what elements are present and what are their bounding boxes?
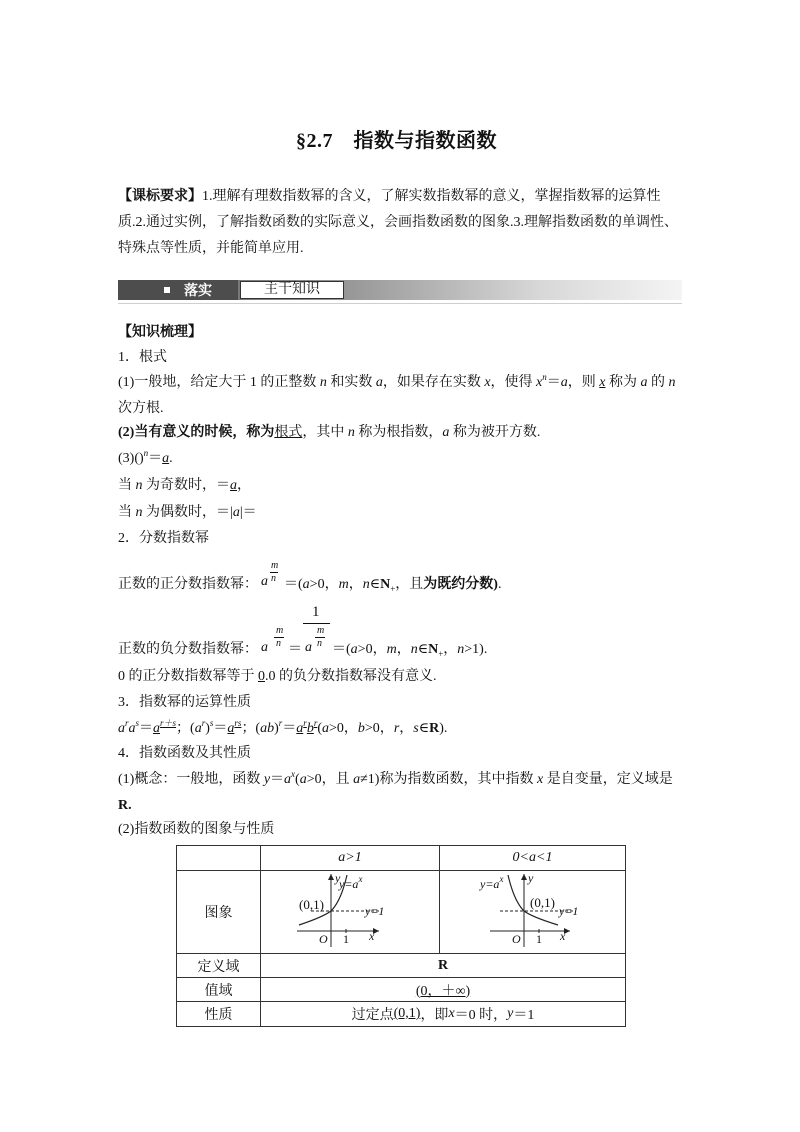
banner-label: 落实 xyxy=(184,282,212,298)
neg-frac-denom-base: a xyxy=(305,640,312,655)
neg-frac-main-bar xyxy=(303,623,330,624)
section-4-para-1: (1)概念：一般地，函数 $y=a^x(a>0$，且 a≠1)称为指数函数，其中指数 x 是自变量，定义域是 xyxy=(118,769,673,787)
requirement-line-2: 质.2.通过实例，了解指数函数的实际意义，会画指数函数的图象.3.理解指数函数的单调性、 xyxy=(118,215,678,230)
graph-left-x-axis-label: x xyxy=(369,929,375,943)
requirement-line-1 xyxy=(118,189,661,205)
section-1-para-3: (3)()$^n$＝a. xyxy=(118,448,173,466)
table-head-a-gt-1: a>1 xyxy=(260,845,440,871)
knowledge-header: 【知识梳理】 xyxy=(118,325,202,340)
section-2-para-2: 正数的负分数指数幂： xyxy=(118,642,258,657)
table-row-label-range: 值域 xyxy=(176,977,261,1002)
section-2-heading: 2．分数指数幂 xyxy=(118,531,209,546)
section-4-para-2: (2)指数函数的图象与性质 xyxy=(118,822,275,837)
section-4-heading: 4．指数函数及其性质 xyxy=(118,746,251,761)
graph-right-origin: O xyxy=(512,932,521,946)
neg-frac-denom-n: n xyxy=(317,638,322,649)
table-cell-graph-right xyxy=(439,870,626,954)
neg-frac-base: a xyxy=(261,640,268,655)
requirement-line-3: 特殊点等性质，并能简单应用. xyxy=(118,241,304,256)
section-1-para-1-cont: 次方根. xyxy=(118,401,164,416)
section-1-para-2: (2)当有意义的时候，称为根式，其中 n 称为根指数，a 称为被开方数. xyxy=(118,425,541,440)
section-2-para-2-rest: ＝(a>0，m，$n\in N_+$，n>1). xyxy=(332,642,488,659)
graph-left-y-axis-label: y xyxy=(335,871,341,885)
graph-right-x-axis-label: x xyxy=(560,929,566,943)
graph-left-origin: O xyxy=(319,932,328,946)
neg-frac-denom-m: m xyxy=(317,625,325,636)
graph-right-y-axis-label: y xyxy=(528,871,534,885)
table-row-label-domain: 定义域 xyxy=(176,953,261,978)
graph-right-curve-label: $y=a^x$ xyxy=(480,874,504,891)
table-cell-graph-left xyxy=(260,870,440,954)
section-4-para-1-cont: R. xyxy=(118,798,132,813)
graph-left-tick-1: 1 xyxy=(343,932,349,946)
section-2-para-1: 正数的正分数指数幂： xyxy=(118,577,258,592)
section-2-para-1-rest: ＝(a>0，m，$n\in N_+$，且为既约分数). xyxy=(284,577,502,594)
section-3-heading: 3．指数幂的运算性质 xyxy=(118,695,251,710)
section-1-para-4: 当 n 为奇数时，＝a， xyxy=(118,478,251,493)
requirement-label: 【课标要求】 xyxy=(118,189,202,204)
graph-right-tick-1: 1 xyxy=(536,932,542,946)
table-domain-value: R xyxy=(260,953,626,978)
section-1-para-1: (1)一般地，给定大于 1 的正整数 n 和实数 a，如果存在实数 x，使得 $x^n=a$，则 x 称为 a 的 n xyxy=(118,372,676,390)
frac-exp-m: m xyxy=(271,560,279,571)
table-property-value: 过定点 (0,1) ，即 x ＝0 时， y ＝1 xyxy=(260,1001,626,1027)
requirement-text-1: 1.理解有理数指数幂的含义，了解实数指数幂的意义，掌握指数幂的运算性 xyxy=(202,189,661,204)
graph-right-hline-label: y=1 xyxy=(559,904,579,918)
graph-left-point: (0,1) xyxy=(299,897,324,912)
section-1-heading: 1．根式 xyxy=(118,350,167,365)
square-bullet-icon xyxy=(164,287,170,293)
table-range-value: (0，＋∞) xyxy=(260,977,626,1002)
table-head-a-lt-1: 0<a<1 xyxy=(439,845,626,871)
section-banner xyxy=(118,280,682,300)
section-3-para-1: $a^ra^s=a^{r+s}$；$(a^r)^s=a^{rs}$；$(ab)^r=a^rb^r(a>0$，b>0，r，s∈R). xyxy=(118,718,448,736)
table-row-label-property: 性质 xyxy=(176,1001,261,1027)
graph-left-hline-label: y=1 xyxy=(365,904,385,918)
frac-exp-n: n xyxy=(271,573,276,584)
frac-exp-base: a xyxy=(261,574,268,589)
exp-function-table xyxy=(176,845,626,1027)
page-title: §2.7 指数与指数函数 xyxy=(296,130,497,152)
section-2-para-3: 0 的正分数指数幂等于 0.0 的负分数指数幂没有意义. xyxy=(118,669,437,684)
neg-frac-m: m xyxy=(276,625,284,636)
neg-frac-eq: ＝ xyxy=(288,642,302,657)
section-1-para-5: 当 n 为偶数时，＝|a|＝ xyxy=(118,505,257,520)
table-cell-corner xyxy=(176,845,261,871)
banner-dark-block xyxy=(118,280,238,300)
graph-right-point: (0,1) xyxy=(530,895,555,910)
graph-left-curve-label: $y=a^x$ xyxy=(339,874,363,891)
table-row-label-graph: 图象 xyxy=(176,870,261,954)
banner-box-label: 主干知识 xyxy=(240,281,344,299)
neg-frac-n: n xyxy=(276,638,281,649)
banner-rule xyxy=(118,303,682,304)
neg-frac-one: 1 xyxy=(312,604,320,620)
